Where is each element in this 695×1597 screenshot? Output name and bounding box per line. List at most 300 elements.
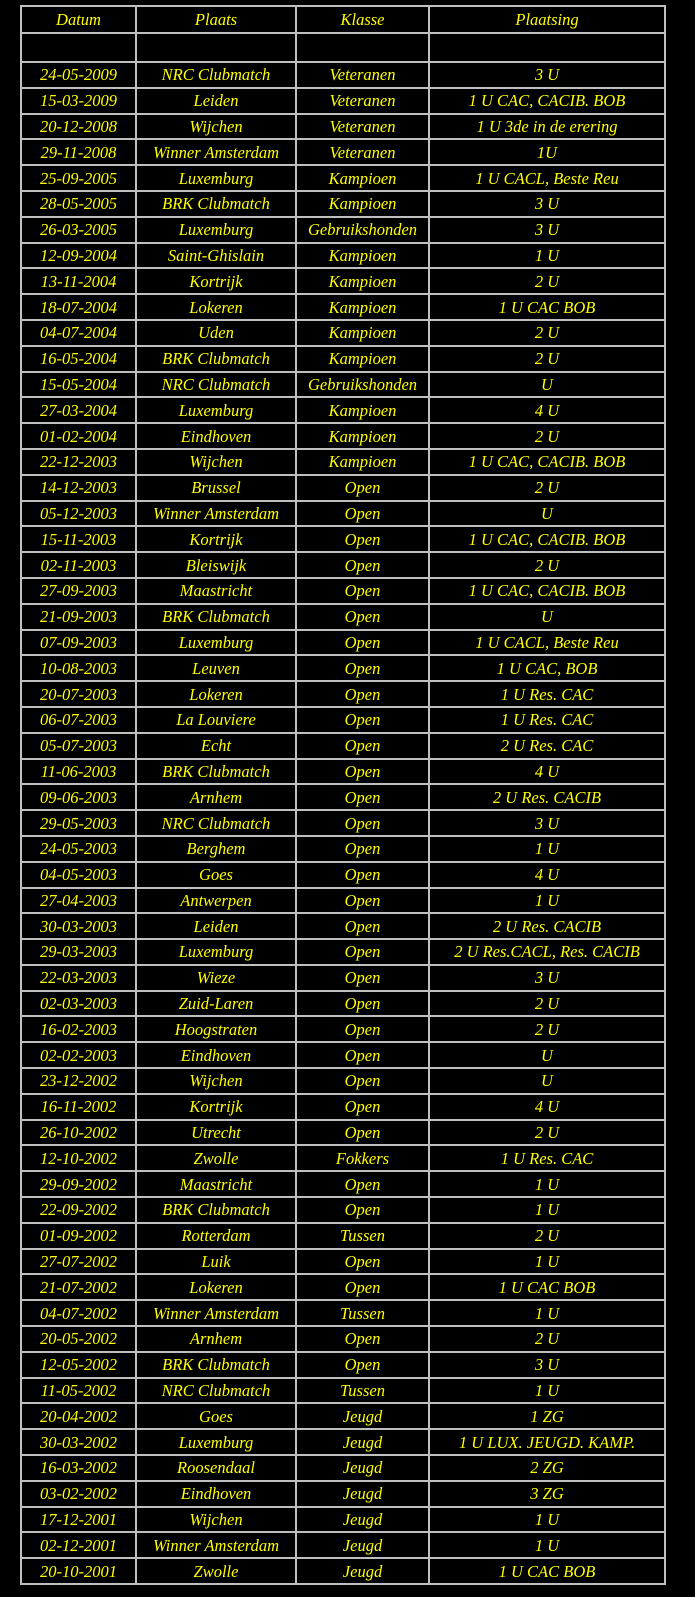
empty-cell xyxy=(21,33,136,62)
cell-plaats: Winner Amsterdam xyxy=(136,501,296,527)
cell-plaats: Kortrijk xyxy=(136,268,296,294)
cell-plaats: Eindhoven xyxy=(136,1481,296,1507)
cell-klasse: Open xyxy=(296,1042,429,1068)
cell-klasse: Jeugd xyxy=(296,1481,429,1507)
cell-datum: 29-09-2002 xyxy=(21,1171,136,1197)
table-row xyxy=(21,1249,665,1275)
cell-klasse: Open xyxy=(296,552,429,578)
cell-plaatsing: 1 U Res. CAC xyxy=(429,681,665,707)
cell-klasse: Kampioen xyxy=(296,320,429,346)
cell-plaats: Eindhoven xyxy=(136,1042,296,1068)
table-row xyxy=(21,1326,665,1352)
cell-plaatsing: 1 U 3de in de erering xyxy=(429,114,665,140)
cell-klasse: Open xyxy=(296,578,429,604)
cell-plaats: BRK Clubmatch xyxy=(136,1197,296,1223)
cell-klasse: Open xyxy=(296,991,429,1017)
cell-plaatsing: 1 U xyxy=(429,1249,665,1275)
cell-datum: 29-03-2003 xyxy=(21,939,136,965)
cell-klasse: Open xyxy=(296,888,429,914)
cell-datum: 01-02-2004 xyxy=(21,423,136,449)
cell-klasse: Open xyxy=(296,836,429,862)
table-row xyxy=(21,1223,665,1249)
cell-klasse: Open xyxy=(296,913,429,939)
cell-datum: 16-02-2003 xyxy=(21,1016,136,1042)
cell-klasse: Open xyxy=(296,630,429,656)
table-row xyxy=(21,501,665,527)
table-row xyxy=(21,604,665,630)
cell-plaatsing: 1 U CACL, Beste Reu xyxy=(429,165,665,191)
table-header xyxy=(21,6,665,33)
table-row xyxy=(21,62,665,88)
cell-plaatsing: 2 U xyxy=(429,1223,665,1249)
cell-klasse: Open xyxy=(296,1326,429,1352)
cell-plaats: Goes xyxy=(136,1403,296,1429)
table-row xyxy=(21,1274,665,1300)
table-row xyxy=(21,810,665,836)
cell-klasse: Open xyxy=(296,707,429,733)
table-row xyxy=(21,939,665,965)
cell-klasse: Jeugd xyxy=(296,1429,429,1455)
cell-plaatsing: 3 U xyxy=(429,810,665,836)
cell-klasse: Jeugd xyxy=(296,1507,429,1533)
cell-klasse: Kampioen xyxy=(296,268,429,294)
cell-datum: 02-11-2003 xyxy=(21,552,136,578)
cell-datum: 27-04-2003 xyxy=(21,888,136,914)
cell-plaats: Hoogstraten xyxy=(136,1016,296,1042)
table-row xyxy=(21,681,665,707)
cell-plaatsing: 2 U Res. CACIB xyxy=(429,913,665,939)
cell-datum: 03-02-2002 xyxy=(21,1481,136,1507)
table-row xyxy=(21,1429,665,1455)
table-row xyxy=(21,888,665,914)
cell-datum: 12-09-2004 xyxy=(21,243,136,269)
cell-plaatsing: 2 U xyxy=(429,991,665,1017)
cell-plaats: BRK Clubmatch xyxy=(136,191,296,217)
cell-datum: 10-08-2003 xyxy=(21,655,136,681)
cell-plaats: Brussel xyxy=(136,475,296,501)
cell-plaatsing: 1 U CAC BOB xyxy=(429,294,665,320)
cell-datum: 16-03-2002 xyxy=(21,1455,136,1481)
table-body xyxy=(21,33,665,1584)
header-plaats: Plaats xyxy=(136,6,296,33)
cell-datum: 30-03-2002 xyxy=(21,1429,136,1455)
table-row xyxy=(21,578,665,604)
cell-plaatsing: U xyxy=(429,372,665,398)
cell-datum: 22-09-2002 xyxy=(21,1197,136,1223)
cell-plaatsing: 2 U xyxy=(429,1016,665,1042)
cell-klasse: Open xyxy=(296,655,429,681)
cell-plaatsing: 4 U xyxy=(429,397,665,423)
table-row xyxy=(21,1378,665,1404)
table-row xyxy=(21,552,665,578)
cell-plaats: Leiden xyxy=(136,88,296,114)
table-row xyxy=(21,1094,665,1120)
cell-klasse: Open xyxy=(296,1120,429,1146)
cell-plaatsing: 1 U CAC, CACIB. BOB xyxy=(429,88,665,114)
cell-klasse: Tussen xyxy=(296,1378,429,1404)
table-row xyxy=(21,1120,665,1146)
cell-datum: 20-12-2008 xyxy=(21,114,136,140)
cell-datum: 18-07-2004 xyxy=(21,294,136,320)
header-plaatsing: Plaatsing xyxy=(429,6,665,33)
cell-plaatsing: 1 U CAC, CACIB. BOB xyxy=(429,526,665,552)
cell-plaats: Wijchen xyxy=(136,114,296,140)
table-row xyxy=(21,1352,665,1378)
cell-plaatsing: 2 U xyxy=(429,320,665,346)
cell-plaatsing: 1 U xyxy=(429,1171,665,1197)
table-row xyxy=(21,88,665,114)
cell-datum: 20-10-2001 xyxy=(21,1558,136,1584)
cell-plaatsing: 1 U xyxy=(429,1507,665,1533)
cell-plaats: Luik xyxy=(136,1249,296,1275)
table-row xyxy=(21,630,665,656)
cell-datum: 12-05-2002 xyxy=(21,1352,136,1378)
header-klasse: Klasse xyxy=(296,6,429,33)
cell-klasse: Open xyxy=(296,1197,429,1223)
cell-datum: 16-05-2004 xyxy=(21,346,136,372)
cell-klasse: Kampioen xyxy=(296,423,429,449)
cell-plaatsing: 2 U xyxy=(429,1326,665,1352)
cell-plaatsing: 4 U xyxy=(429,759,665,785)
cell-datum: 02-02-2003 xyxy=(21,1042,136,1068)
cell-plaats: Kortrijk xyxy=(136,1094,296,1120)
cell-plaatsing: 2 U xyxy=(429,552,665,578)
cell-klasse: Open xyxy=(296,1274,429,1300)
cell-datum: 14-12-2003 xyxy=(21,475,136,501)
cell-plaatsing: 2 ZG xyxy=(429,1455,665,1481)
cell-plaats: BRK Clubmatch xyxy=(136,346,296,372)
cell-klasse: Open xyxy=(296,1352,429,1378)
cell-plaats: NRC Clubmatch xyxy=(136,372,296,398)
cell-plaats: Eindhoven xyxy=(136,423,296,449)
empty-row xyxy=(21,33,665,62)
cell-datum: 07-09-2003 xyxy=(21,630,136,656)
cell-plaats: La Louviere xyxy=(136,707,296,733)
cell-plaats: BRK Clubmatch xyxy=(136,759,296,785)
table-row xyxy=(21,655,665,681)
cell-plaatsing: 1 U CACL, Beste Reu xyxy=(429,630,665,656)
table-row xyxy=(21,1145,665,1171)
cell-klasse: Jeugd xyxy=(296,1558,429,1584)
table-row xyxy=(21,1481,665,1507)
cell-datum: 02-03-2003 xyxy=(21,991,136,1017)
table-row xyxy=(21,1042,665,1068)
cell-plaats: Wieze xyxy=(136,965,296,991)
table-row xyxy=(21,733,665,759)
table-row xyxy=(21,1016,665,1042)
cell-klasse: Kampioen xyxy=(296,397,429,423)
cell-klasse: Open xyxy=(296,475,429,501)
cell-klasse: Kampioen xyxy=(296,294,429,320)
cell-datum: 05-12-2003 xyxy=(21,501,136,527)
cell-klasse: Open xyxy=(296,1249,429,1275)
cell-plaats: Arnhem xyxy=(136,784,296,810)
cell-datum: 01-09-2002 xyxy=(21,1223,136,1249)
cell-plaats: Kortrijk xyxy=(136,526,296,552)
cell-plaats: Luxemburg xyxy=(136,165,296,191)
table-row xyxy=(21,243,665,269)
cell-klasse: Open xyxy=(296,759,429,785)
cell-plaatsing: 1 ZG xyxy=(429,1403,665,1429)
table-row xyxy=(21,346,665,372)
cell-plaatsing: 3 U xyxy=(429,191,665,217)
cell-datum: 20-04-2002 xyxy=(21,1403,136,1429)
cell-plaatsing: 2 U xyxy=(429,1120,665,1146)
cell-plaats: Leuven xyxy=(136,655,296,681)
cell-klasse: Jeugd xyxy=(296,1403,429,1429)
cell-plaats: Luxemburg xyxy=(136,397,296,423)
cell-plaatsing: 1U xyxy=(429,139,665,165)
cell-plaats: Saint-Ghislain xyxy=(136,243,296,269)
cell-klasse: Veteranen xyxy=(296,114,429,140)
cell-datum: 26-03-2005 xyxy=(21,217,136,243)
cell-plaatsing: 1 U CAC BOB xyxy=(429,1558,665,1584)
table-row xyxy=(21,913,665,939)
cell-datum: 24-05-2003 xyxy=(21,836,136,862)
cell-klasse: Open xyxy=(296,604,429,630)
cell-datum: 26-10-2002 xyxy=(21,1120,136,1146)
table-row xyxy=(21,1197,665,1223)
table-row xyxy=(21,139,665,165)
cell-plaatsing: 1 U Res. CAC xyxy=(429,707,665,733)
cell-plaats: Arnhem xyxy=(136,1326,296,1352)
cell-plaats: Goes xyxy=(136,862,296,888)
cell-plaatsing: 1 U CAC, BOB xyxy=(429,655,665,681)
table-row xyxy=(21,784,665,810)
cell-plaatsing: 2 U xyxy=(429,268,665,294)
table-row xyxy=(21,759,665,785)
cell-plaatsing: 1 U xyxy=(429,888,665,914)
cell-klasse: Open xyxy=(296,501,429,527)
cell-plaatsing: 1 U CAC, CACIB. BOB xyxy=(429,578,665,604)
table-row xyxy=(21,707,665,733)
table-row xyxy=(21,268,665,294)
cell-plaats: BRK Clubmatch xyxy=(136,604,296,630)
cell-klasse: Open xyxy=(296,733,429,759)
cell-plaatsing: 4 U xyxy=(429,862,665,888)
cell-datum: 27-03-2004 xyxy=(21,397,136,423)
cell-datum: 20-05-2002 xyxy=(21,1326,136,1352)
cell-datum: 22-03-2003 xyxy=(21,965,136,991)
cell-klasse: Open xyxy=(296,1016,429,1042)
table-row xyxy=(21,1300,665,1326)
cell-plaats: Maastricht xyxy=(136,578,296,604)
cell-datum: 29-05-2003 xyxy=(21,810,136,836)
cell-plaats: Uden xyxy=(136,320,296,346)
cell-plaats: Berghem xyxy=(136,836,296,862)
cell-plaatsing: 1 U xyxy=(429,243,665,269)
cell-plaats: Lokeren xyxy=(136,681,296,707)
cell-klasse: Open xyxy=(296,862,429,888)
cell-plaats: Zwolle xyxy=(136,1145,296,1171)
cell-klasse: Open xyxy=(296,526,429,552)
cell-datum: 16-11-2002 xyxy=(21,1094,136,1120)
cell-klasse: Open xyxy=(296,939,429,965)
cell-plaats: Winner Amsterdam xyxy=(136,139,296,165)
table-row xyxy=(21,1403,665,1429)
cell-plaatsing: 1 U Res. CAC xyxy=(429,1145,665,1171)
cell-plaatsing: 3 U xyxy=(429,1352,665,1378)
cell-datum: 11-06-2003 xyxy=(21,759,136,785)
cell-datum: 27-07-2002 xyxy=(21,1249,136,1275)
cell-klasse: Kampioen xyxy=(296,449,429,475)
cell-datum: 04-05-2003 xyxy=(21,862,136,888)
empty-cell xyxy=(296,33,429,62)
cell-datum: 24-05-2009 xyxy=(21,62,136,88)
cell-plaats: Antwerpen xyxy=(136,888,296,914)
cell-plaatsing: 1 U xyxy=(429,1378,665,1404)
cell-klasse: Gebruikshonden xyxy=(296,372,429,398)
cell-datum: 25-09-2005 xyxy=(21,165,136,191)
cell-klasse: Open xyxy=(296,784,429,810)
header-row xyxy=(21,6,665,33)
cell-klasse: Jeugd xyxy=(296,1455,429,1481)
table-row xyxy=(21,1068,665,1094)
table-row xyxy=(21,965,665,991)
cell-plaatsing: 3 U xyxy=(429,62,665,88)
table-row xyxy=(21,836,665,862)
table-row xyxy=(21,423,665,449)
cell-datum: 30-03-2003 xyxy=(21,913,136,939)
cell-klasse: Kampioen xyxy=(296,243,429,269)
cell-datum: 21-07-2002 xyxy=(21,1274,136,1300)
cell-klasse: Kampioen xyxy=(296,165,429,191)
cell-plaats: BRK Clubmatch xyxy=(136,1352,296,1378)
cell-plaatsing: 2 U Res. CAC xyxy=(429,733,665,759)
cell-plaats: Zuid-Laren xyxy=(136,991,296,1017)
cell-klasse: Fokkers xyxy=(296,1145,429,1171)
cell-datum: 05-07-2003 xyxy=(21,733,136,759)
cell-klasse: Open xyxy=(296,681,429,707)
cell-plaats: Rotterdam xyxy=(136,1223,296,1249)
cell-plaatsing: 1 U xyxy=(429,1197,665,1223)
cell-plaatsing: U xyxy=(429,604,665,630)
cell-klasse: Open xyxy=(296,965,429,991)
cell-klasse: Tussen xyxy=(296,1300,429,1326)
cell-datum: 28-05-2005 xyxy=(21,191,136,217)
cell-plaats: Bleiswijk xyxy=(136,552,296,578)
cell-plaatsing: U xyxy=(429,1042,665,1068)
cell-plaats: Lokeren xyxy=(136,1274,296,1300)
cell-klasse: Gebruikshonden xyxy=(296,217,429,243)
cell-plaatsing: 1 U CAC, CACIB. BOB xyxy=(429,449,665,475)
cell-plaatsing: 1 U xyxy=(429,1300,665,1326)
cell-datum: 06-07-2003 xyxy=(21,707,136,733)
cell-klasse: Open xyxy=(296,1068,429,1094)
cell-plaats: Wijchen xyxy=(136,449,296,475)
cell-datum: 29-11-2008 xyxy=(21,139,136,165)
table-row xyxy=(21,475,665,501)
table-row xyxy=(21,165,665,191)
cell-plaatsing: 4 U xyxy=(429,1094,665,1120)
cell-plaats: Luxemburg xyxy=(136,1429,296,1455)
cell-klasse: Veteranen xyxy=(296,88,429,114)
cell-datum: 21-09-2003 xyxy=(21,604,136,630)
table-row xyxy=(21,991,665,1017)
cell-plaatsing: 1 U CAC BOB xyxy=(429,1274,665,1300)
table-row xyxy=(21,526,665,552)
table-row xyxy=(21,862,665,888)
results-table xyxy=(20,5,666,1585)
cell-plaatsing: 1 U LUX. JEUGD. KAMP. xyxy=(429,1429,665,1455)
cell-klasse: Open xyxy=(296,810,429,836)
cell-plaats: Roosendaal xyxy=(136,1455,296,1481)
cell-klasse: Kampioen xyxy=(296,191,429,217)
cell-plaats: Leiden xyxy=(136,913,296,939)
cell-plaats: Winner Amsterdam xyxy=(136,1300,296,1326)
cell-datum: 27-09-2003 xyxy=(21,578,136,604)
cell-plaats: Echt xyxy=(136,733,296,759)
cell-klasse: Jeugd xyxy=(296,1532,429,1558)
cell-plaats: Wijchen xyxy=(136,1507,296,1533)
cell-plaats: Utrecht xyxy=(136,1120,296,1146)
table-row xyxy=(21,320,665,346)
cell-klasse: Open xyxy=(296,1094,429,1120)
cell-klasse: Tussen xyxy=(296,1223,429,1249)
cell-plaatsing: 3 U xyxy=(429,965,665,991)
cell-plaatsing: 2 U xyxy=(429,475,665,501)
cell-plaats: Wijchen xyxy=(136,1068,296,1094)
table-row xyxy=(21,114,665,140)
cell-datum: 22-12-2003 xyxy=(21,449,136,475)
table-row xyxy=(21,191,665,217)
table-row xyxy=(21,1455,665,1481)
table-row xyxy=(21,294,665,320)
cell-plaats: Luxemburg xyxy=(136,217,296,243)
cell-klasse: Open xyxy=(296,1171,429,1197)
table-row xyxy=(21,1558,665,1584)
cell-plaatsing: 3 ZG xyxy=(429,1481,665,1507)
cell-plaatsing: 2 U xyxy=(429,346,665,372)
cell-plaatsing: 2 U Res.CACL, Res. CACIB xyxy=(429,939,665,965)
cell-datum: 04-07-2004 xyxy=(21,320,136,346)
table-row xyxy=(21,1532,665,1558)
table-row xyxy=(21,449,665,475)
cell-datum: 04-07-2002 xyxy=(21,1300,136,1326)
cell-plaatsing: U xyxy=(429,501,665,527)
cell-plaats: NRC Clubmatch xyxy=(136,62,296,88)
cell-datum: 13-11-2004 xyxy=(21,268,136,294)
cell-plaats: Luxemburg xyxy=(136,630,296,656)
cell-plaats: NRC Clubmatch xyxy=(136,810,296,836)
cell-plaats: Winner Amsterdam xyxy=(136,1532,296,1558)
cell-datum: 17-12-2001 xyxy=(21,1507,136,1533)
cell-plaatsing: U xyxy=(429,1068,665,1094)
cell-plaats: Lokeren xyxy=(136,294,296,320)
cell-datum: 15-05-2004 xyxy=(21,372,136,398)
cell-datum: 20-07-2003 xyxy=(21,681,136,707)
cell-plaats: Luxemburg xyxy=(136,939,296,965)
empty-cell xyxy=(136,33,296,62)
cell-datum: 11-05-2002 xyxy=(21,1378,136,1404)
table-row xyxy=(21,1171,665,1197)
cell-plaatsing: 3 U xyxy=(429,217,665,243)
cell-datum: 09-06-2003 xyxy=(21,784,136,810)
table-row xyxy=(21,397,665,423)
cell-klasse: Veteranen xyxy=(296,139,429,165)
header-datum: Datum xyxy=(21,6,136,33)
cell-klasse: Kampioen xyxy=(296,346,429,372)
cell-datum: 15-03-2009 xyxy=(21,88,136,114)
cell-plaats: NRC Clubmatch xyxy=(136,1378,296,1404)
cell-plaatsing: 2 U Res. CACIB xyxy=(429,784,665,810)
cell-plaatsing: 1 U xyxy=(429,1532,665,1558)
cell-datum: 23-12-2002 xyxy=(21,1068,136,1094)
cell-plaats: Maastricht xyxy=(136,1171,296,1197)
cell-datum: 12-10-2002 xyxy=(21,1145,136,1171)
table-row xyxy=(21,372,665,398)
empty-cell xyxy=(429,33,665,62)
